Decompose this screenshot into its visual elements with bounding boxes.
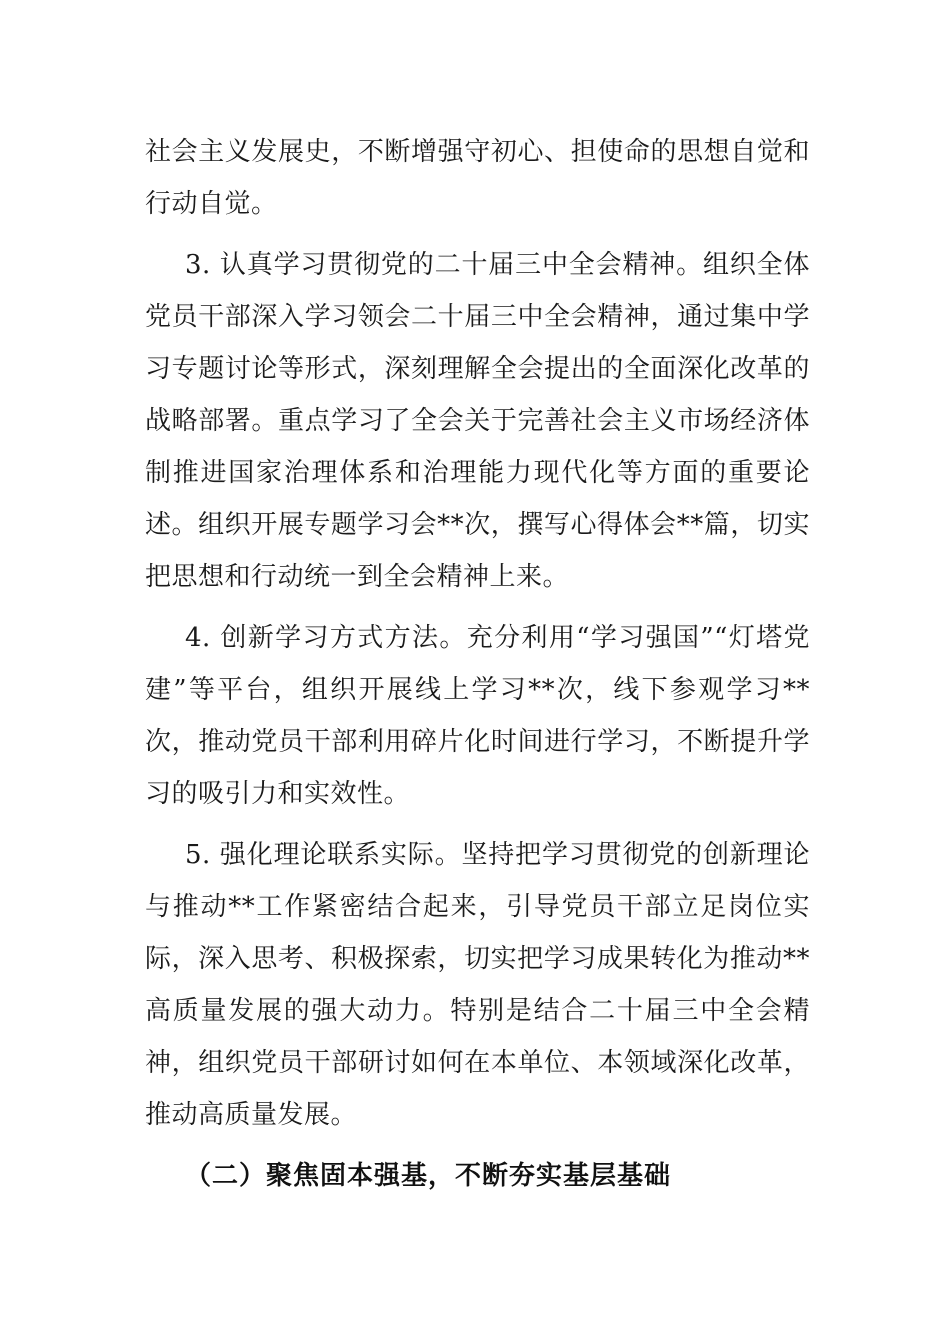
paragraph-item-5: 5. 强化理论联系实际。坚持把学习贯彻党的创新理论与推动**工作紧密结合起来，引导党员干部立足岗位实际，深入思考、积极探索，切实把学习成果转化为推动**高质量发展的强大动力。特别是结合二十届三中全会精神，组织党员干部研讨如何在本单位、本领域深化改革，推动高质量发展。 <box>145 840 810 1130</box>
document-body <box>145 126 810 1202</box>
paragraph-continuation: 社会主义发展史，不断增强守初心、担使命的思想自觉和行动自觉。 <box>145 137 810 219</box>
section-heading: （二）聚焦固本强基，不断夯实基层基础 <box>185 1161 672 1191</box>
paragraph-item-4: 4. 创新学习方式方法。充分利用“学习强国”“灯塔党建”等平台，组织开展线上学习**次，线下参观学习**次，推动党员干部利用碎片化时间进行学习，不断提升学习的吸引力和实效性。 <box>145 623 810 809</box>
paragraph-item-3: 3. 认真学习贯彻党的二十届三中全会精神。组织全体党员干部深入学习领会二十届三中全会精神，通过集中学习专题讨论等形式，深刻理解全会提出的全面深化改革的战略部署。重点学习了全会关于完善社会主义市场经济体制推进国家治理体系和治理能力现代化等方面的重要论述。组织开展专题学习会**次，撰写心得体会**篇，切实把思想和行动统一到全会精神上来。 <box>145 250 810 592</box>
